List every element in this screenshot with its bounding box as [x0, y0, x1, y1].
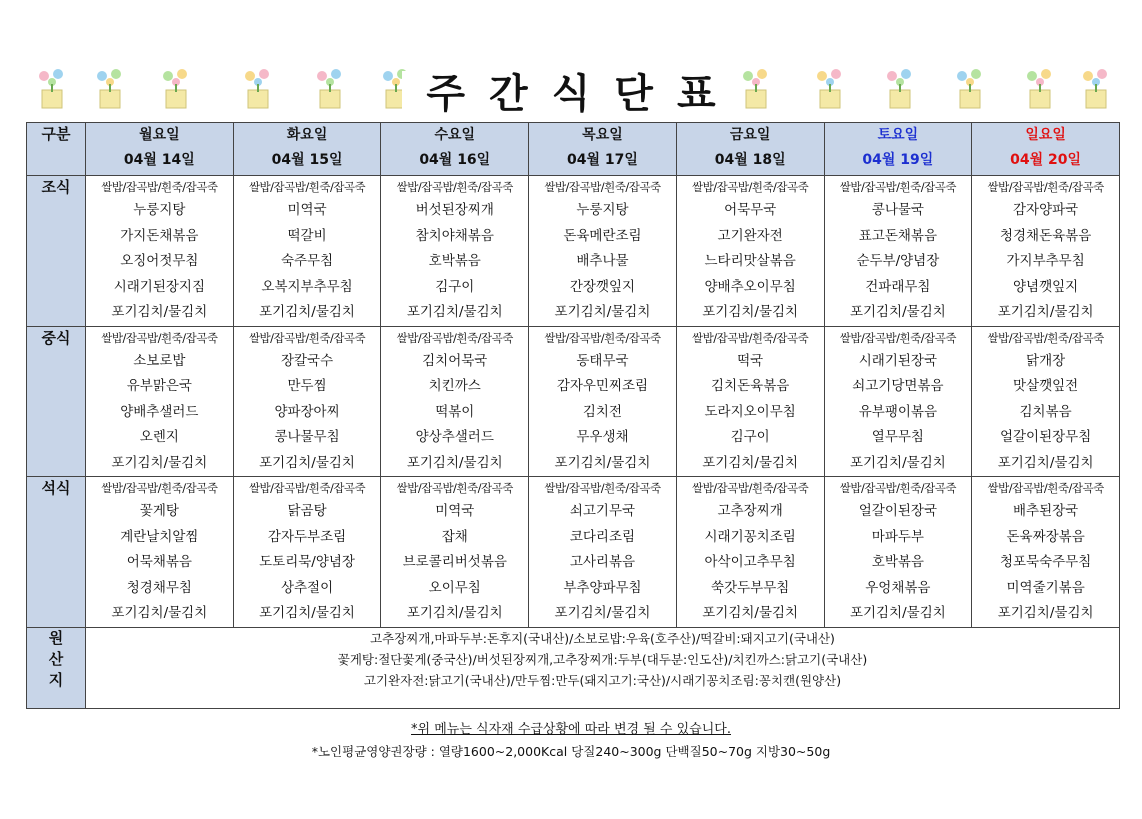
- menu-item: 김치전: [582, 403, 623, 420]
- menu-item: 오복지부추무침: [261, 278, 353, 295]
- nutrition-note: *노인평균영양권장량 : 열량1600~2,000Kcal 당질240~300g 단백질50~70g 지방30~50g: [311, 744, 831, 759]
- menu-cell: [972, 326, 1120, 477]
- day-header: [972, 123, 1120, 176]
- day-name: 수요일: [434, 127, 476, 143]
- menu-item: 미역국: [435, 503, 475, 519]
- origin-label-char: 산: [48, 649, 64, 668]
- menu-item: 떡갈비: [287, 227, 327, 244]
- staple-options: 쌀밥/잡곡밥/흰죽/잡곡죽: [396, 481, 513, 495]
- menu-item: 떡볶이: [435, 403, 475, 420]
- meal-row: [27, 326, 1120, 477]
- menu-cell: [233, 326, 381, 477]
- menu-item: 잡채: [441, 528, 468, 545]
- menu-item: 간장깻잎지: [569, 278, 636, 295]
- menu-item: 포기김치/물김치: [406, 304, 503, 320]
- menu-item: 청포묵숙주무침: [999, 554, 1092, 570]
- menu-item: 포기김치/물김치: [554, 605, 651, 621]
- menu-item: 감자두부조림: [267, 528, 347, 545]
- menu-item: 코다리조림: [569, 528, 636, 545]
- staple-options: 쌀밥/잡곡밥/흰죽/잡곡죽: [839, 180, 956, 194]
- menu-item: 떡국: [737, 352, 764, 369]
- menu-item: 시래기꽁치조림: [704, 528, 796, 545]
- menu-item: 유부맑은국: [126, 378, 192, 394]
- menu-item: 표고돈채볶음: [858, 227, 937, 244]
- menu-item: 김구이: [730, 429, 770, 445]
- menu-cell: [86, 176, 234, 327]
- menu-item: 계란날치알찜: [120, 528, 199, 545]
- menu-cell: [86, 477, 234, 628]
- origin-line: 꽃게탕:절단꽃게(중국산)/버섯된장찌개,고추장찌개:두부(대두분:인도산)/치킨까스:닭고기(국내산): [337, 651, 868, 667]
- origin-label-char: 원: [48, 628, 64, 647]
- menu-item: 포기김치/물김치: [554, 454, 651, 471]
- menu-cell: [676, 176, 824, 327]
- day-date: 04월 20일: [1010, 152, 1082, 168]
- menu-cell: [381, 477, 529, 628]
- origin-info: [86, 627, 1120, 708]
- menu-item: 상추절이: [280, 579, 334, 596]
- menu-item: 치킨까스: [428, 378, 481, 394]
- menu-item: 양념깻잎지: [1013, 278, 1079, 295]
- menu-item: 부추양파무침: [563, 579, 642, 596]
- menu-cell: [381, 326, 529, 477]
- menu-item: 양배추샐러드: [120, 403, 199, 420]
- menu-item: 포기김치/물김치: [702, 454, 799, 471]
- menu-item: 김구이: [435, 278, 475, 295]
- day-header: [529, 123, 677, 176]
- menu-item: 포기김치/물김치: [259, 605, 355, 621]
- menu-item: 시래기된장지짐: [113, 278, 205, 295]
- menu-item: 포기김치/물김치: [406, 605, 503, 621]
- meal-label: 석식: [27, 477, 86, 628]
- menu-item: 도토리묵/양념장: [259, 554, 355, 570]
- menu-cell: [529, 326, 677, 477]
- origin-line: 고기완자전:닭고기(국내산)/만두찜:만두(돼지고기:국산)/시래기꽁치조림:꽁치캔(원양산): [363, 672, 842, 688]
- day-name: 월요일: [139, 127, 180, 143]
- origin-label: [27, 627, 86, 708]
- menu-item: 김치볶음: [1019, 403, 1072, 420]
- menu-item: 포기김치/물김치: [849, 304, 946, 320]
- staple-options: 쌀밥/잡곡밥/흰죽/잡곡죽: [839, 481, 956, 495]
- menu-item: 배추된장국: [1013, 503, 1079, 519]
- menu-item: 청경채무침: [126, 579, 192, 596]
- meal-label: 조식: [27, 176, 86, 327]
- menu-item: 우엉채볶음: [865, 579, 931, 596]
- header-row: [27, 123, 1120, 176]
- menu-item: 포기김치/물김치: [111, 454, 208, 471]
- menu-cell: [233, 477, 381, 628]
- menu-cell: [676, 326, 824, 477]
- menu-item: 닭개장: [1026, 352, 1066, 369]
- change-notice: *위 메뉴는 식자재 수급상황에 따라 변경 될 수 있습니다.: [411, 722, 731, 737]
- menu-item: 장칼국수: [280, 352, 334, 369]
- menu-item: 어묵무국: [724, 202, 777, 218]
- staple-options: 쌀밥/잡곡밥/흰죽/잡곡죽: [248, 481, 366, 495]
- menu-item: 오이무침: [428, 579, 481, 596]
- day-date: 04월 17일: [567, 152, 638, 168]
- menu-item: 무우생채: [576, 429, 629, 445]
- menu-item: 호박볶음: [428, 253, 481, 269]
- menu-item: 양파장아찌: [274, 403, 340, 420]
- menu-cell: [86, 326, 234, 477]
- day-date: 04월 14일: [123, 152, 195, 168]
- menu-item: 포기김치/물김치: [111, 605, 208, 621]
- menu-item: 돈육메란조림: [563, 227, 642, 244]
- menu-item: 포기김치/물김치: [997, 304, 1094, 320]
- staple-options: 쌀밥/잡곡밥/흰죽/잡곡죽: [248, 180, 366, 194]
- menu-item: 닭곰탕: [287, 503, 327, 519]
- menu-cell: [824, 326, 972, 477]
- menu-item: 얼갈이된장무침: [999, 429, 1092, 445]
- menu-item: 호박볶음: [871, 554, 924, 570]
- day-date: 04월 18일: [714, 152, 786, 168]
- menu-table: [26, 122, 1120, 709]
- menu-item: 김치돈육볶음: [711, 378, 790, 394]
- menu-item: 배추나물: [576, 253, 629, 269]
- menu-item: 고추장찌개: [717, 503, 783, 519]
- day-name: 화요일: [286, 127, 328, 143]
- menu-item: 김치어묵국: [422, 352, 488, 369]
- day-date: 04월 19일: [862, 152, 934, 168]
- menu-item: 마파두부: [871, 528, 924, 545]
- menu-item: 포기김치/물김치: [702, 304, 799, 320]
- day-name: 목요일: [582, 127, 623, 143]
- day-date: 04월 16일: [419, 152, 491, 168]
- menu-item: 누룽지탕: [576, 202, 629, 218]
- menu-item: 맛살깻잎전: [1013, 378, 1079, 394]
- menu-item: 포기김치/물김치: [111, 304, 208, 320]
- menu-cell: [824, 477, 972, 628]
- menu-item: 유부팽이볶음: [858, 403, 937, 420]
- day-header: [824, 123, 972, 176]
- menu-item: 쇠고기당면볶음: [852, 378, 944, 394]
- staple-options: 쌀밥/잡곡밥/흰죽/잡곡죽: [692, 481, 809, 495]
- corner-header: 구분: [27, 123, 86, 176]
- staple-options: 쌀밥/잡곡밥/흰죽/잡곡죽: [101, 180, 218, 194]
- menu-item: 포기김치/물김치: [259, 304, 355, 320]
- staple-options: 쌀밥/잡곡밥/흰죽/잡곡죽: [839, 330, 956, 345]
- menu-item: 쇠고기무국: [569, 503, 636, 519]
- staple-options: 쌀밥/잡곡밥/흰죽/잡곡죽: [396, 180, 513, 194]
- menu-item: 미역국: [287, 202, 327, 218]
- day-header: [381, 123, 529, 176]
- menu-item: 포기김치/물김치: [259, 454, 355, 471]
- menu-item: 가지돈채볶음: [120, 227, 199, 244]
- menu-item: 양상추샐러드: [415, 429, 494, 445]
- menu-item: 돈육짜장볶음: [1006, 528, 1085, 545]
- menu-item: 꽃게탕: [139, 503, 179, 519]
- menu-item: 오렌지: [139, 429, 179, 445]
- menu-item: 어묵채볶음: [126, 554, 192, 570]
- day-header: [233, 123, 381, 176]
- title-text: 주간식단표: [402, 71, 739, 117]
- menu-item: 순두부/양념장: [856, 253, 940, 269]
- menu-item: 건파래무침: [865, 278, 931, 295]
- menu-item: 만두찜: [287, 378, 327, 394]
- origin-line: 고추장찌개,마파두부:돈후지(국내산)/소보로밥:우육(호주산)/떡갈비:돼지고기(국내산): [370, 630, 835, 646]
- menu-item: 숙주무침: [280, 253, 334, 269]
- menu-item: 참치야채볶음: [415, 227, 494, 244]
- staple-options: 쌀밥/잡곡밥/흰죽/잡곡죽: [544, 481, 661, 495]
- menu-item: 포기김치/물김치: [554, 304, 651, 320]
- menu-cell: [529, 176, 677, 327]
- menu-item: 소보로밥: [133, 352, 186, 369]
- staple-options: 쌀밥/잡곡밥/흰죽/잡곡죽: [248, 330, 366, 345]
- menu-item: 감자양파국: [1013, 202, 1079, 218]
- origin-label-char: 지: [48, 670, 64, 689]
- day-name: 토요일: [877, 127, 919, 143]
- origin-row: [27, 627, 1120, 708]
- page-title: [0, 66, 1142, 122]
- day-name: 금요일: [729, 127, 771, 143]
- menu-item: 누룽지탕: [133, 202, 186, 218]
- day-date: 04월 15일: [271, 152, 343, 168]
- staple-options: 쌀밥/잡곡밥/흰죽/잡곡죽: [987, 180, 1104, 194]
- staple-options: 쌀밥/잡곡밥/흰죽/잡곡죽: [544, 180, 661, 194]
- menu-item: 포기김치/물김치: [997, 605, 1094, 621]
- menu-item: 양배추오이무침: [704, 278, 796, 295]
- menu-cell: [676, 477, 824, 628]
- menu-item: 콩나물무침: [274, 429, 340, 445]
- menu-item: 포기김치/물김치: [997, 454, 1094, 471]
- menu-item: 얼갈이된장국: [858, 503, 937, 519]
- menu-item: 쑥갓두부무침: [711, 579, 790, 596]
- menu-item: 열무무침: [871, 429, 924, 445]
- menu-item: 도라지오이무침: [704, 403, 796, 420]
- day-name: 일요일: [1025, 127, 1066, 143]
- menu-item: 청경채돈육볶음: [999, 227, 1092, 244]
- menu-item: 아삭이고추무침: [704, 554, 796, 570]
- staple-options: 쌀밥/잡곡밥/흰죽/잡곡죽: [692, 180, 809, 194]
- staple-options: 쌀밥/잡곡밥/흰죽/잡곡죽: [101, 481, 218, 495]
- menu-item: 포기김치/물김치: [849, 454, 946, 471]
- menu-item: 포기김치/물김치: [406, 454, 503, 471]
- menu-item: 동태무국: [576, 352, 629, 369]
- meal-label: 중식: [27, 326, 86, 477]
- staple-options: 쌀밥/잡곡밥/흰죽/잡곡죽: [987, 330, 1104, 345]
- menu-item: 시래기된장국: [858, 352, 937, 369]
- menu-cell: [233, 176, 381, 327]
- staple-options: 쌀밥/잡곡밥/흰죽/잡곡죽: [544, 330, 661, 345]
- menu-item: 가지부추무침: [1006, 253, 1085, 269]
- menu-item: 감자우민찌조림: [556, 378, 649, 394]
- meal-row: [27, 176, 1120, 327]
- menu-item: 고사리볶음: [569, 554, 636, 570]
- staple-options: 쌀밥/잡곡밥/흰죽/잡곡죽: [692, 330, 809, 345]
- menu-item: 포기김치/물김치: [702, 605, 799, 621]
- staple-options: 쌀밥/잡곡밥/흰죽/잡곡죽: [987, 481, 1104, 495]
- staple-options: 쌀밥/잡곡밥/흰죽/잡곡죽: [396, 330, 513, 345]
- menu-cell: [824, 176, 972, 327]
- meal-row: [27, 477, 1120, 628]
- menu-cell: [381, 176, 529, 327]
- menu-item: 고기완자전: [717, 227, 783, 244]
- menu-item: 버섯된장찌개: [415, 202, 494, 218]
- menu-cell: [972, 176, 1120, 327]
- staple-options: 쌀밥/잡곡밥/흰죽/잡곡죽: [101, 330, 218, 345]
- menu-cell: [529, 477, 677, 628]
- day-header: [676, 123, 824, 176]
- day-header: [86, 123, 234, 176]
- menu-item: 느타리맛살볶음: [704, 253, 796, 269]
- menu-item: 포기김치/물김치: [849, 605, 946, 621]
- menu-item: 브로콜리버섯볶음: [402, 554, 507, 570]
- menu-item: 콩나물국: [871, 202, 924, 218]
- menu-item: 미역줄기볶음: [1006, 579, 1085, 596]
- menu-cell: [972, 477, 1120, 628]
- menu-item: 오징어젓무침: [120, 253, 199, 269]
